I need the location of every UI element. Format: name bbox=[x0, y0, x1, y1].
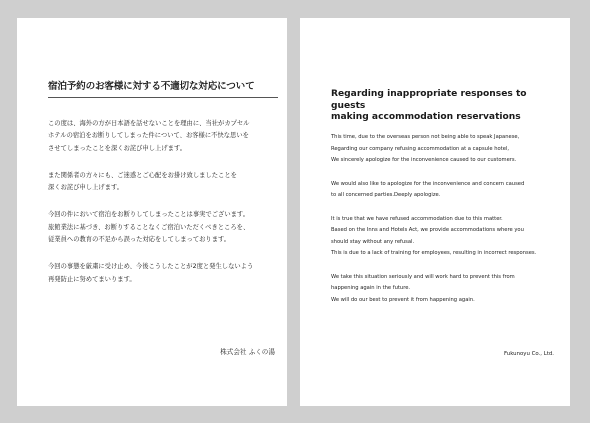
english-notice-page bbox=[300, 18, 570, 406]
japanese-line: 旅館業法に基づき、お断りすることなくご宿泊いただくべきところを、 bbox=[48, 223, 250, 231]
title-divider bbox=[48, 97, 278, 98]
english-body bbox=[331, 132, 567, 307]
english-line: We will do our best to prevent it from happening again. bbox=[331, 296, 475, 303]
japanese-paragraph-4 bbox=[48, 261, 283, 286]
japanese-title: 宿泊予約のお客様に対する不適切な対応について bbox=[48, 81, 255, 92]
japanese-line: 再発防止に努めてまいります。 bbox=[48, 275, 136, 283]
english-line: to all concerned parties.Deeply apologize. bbox=[331, 192, 441, 199]
english-line: happening again in the future. bbox=[331, 285, 411, 292]
english-paragraph-2 bbox=[331, 179, 567, 202]
japanese-paragraph-3 bbox=[48, 209, 283, 246]
english-line: It is true that we have refused accommodation due to this matter. bbox=[331, 215, 503, 222]
japanese-paragraph-2 bbox=[48, 170, 283, 195]
japanese-line: また関係者の方々にも、ご迷惑とご心配をお掛け致しましたことを bbox=[48, 171, 237, 179]
japanese-paragraph-1 bbox=[48, 118, 283, 155]
english-signature: Fukunoyu Co., Ltd. bbox=[504, 351, 554, 357]
japanese-line: この度は、海外の方が日本語を話せないことを理由に、当社がカプセル bbox=[48, 120, 250, 127]
english-line: Based on the Inns and Hotels Act, we provide accommodations where you bbox=[331, 227, 524, 234]
japanese-line: させてしまったことを深くお詫び申し上げます。 bbox=[48, 144, 187, 152]
english-title bbox=[331, 89, 563, 124]
english-line: should stay without any refusal. bbox=[331, 238, 415, 245]
japanese-signature: 株式会社 ふくの湯 bbox=[220, 348, 275, 356]
english-line: We would also like to apologize for the inconvenience and concern caused bbox=[331, 180, 525, 187]
english-line: We take this situation seriously and will work hard to prevent this from bbox=[331, 273, 515, 280]
japanese-line: 今回の件において宿泊をお断りしてしまったことは事実でございます。 bbox=[48, 211, 249, 219]
english-line: Regarding our company refusing accommodation at a capsule hotel, bbox=[331, 145, 509, 152]
english-paragraph-4 bbox=[331, 272, 567, 307]
japanese-line: 従業員への教育の不足から誤った対応をしてしまっております。 bbox=[48, 236, 231, 244]
english-paragraph-3 bbox=[331, 214, 567, 260]
english-title-line: making accommodation reservations bbox=[331, 112, 521, 122]
japanese-line: 今回の事態を厳粛に受け止め、今後こうしたことが2度と発生しないよう bbox=[48, 263, 254, 271]
english-line: This is due to a lack of training for employees, resulting in incorrect responses. bbox=[331, 250, 537, 257]
english-line: We sincerely apologize for the inconvenience caused to our customers. bbox=[331, 157, 517, 164]
japanese-line: 深くお詫び申し上げます。 bbox=[48, 184, 124, 192]
english-title-line: Regarding inappropriate responses to guests bbox=[331, 89, 527, 111]
english-paragraph-1 bbox=[331, 132, 567, 167]
japanese-notice-page bbox=[17, 18, 287, 406]
japanese-body bbox=[48, 118, 283, 286]
english-line: This time, due to the overseas person not being able to speak Japanese, bbox=[331, 134, 520, 140]
japanese-line: ホテルの宿泊をお断りしてしまった件について、お客様に不快な思いを bbox=[48, 132, 249, 140]
